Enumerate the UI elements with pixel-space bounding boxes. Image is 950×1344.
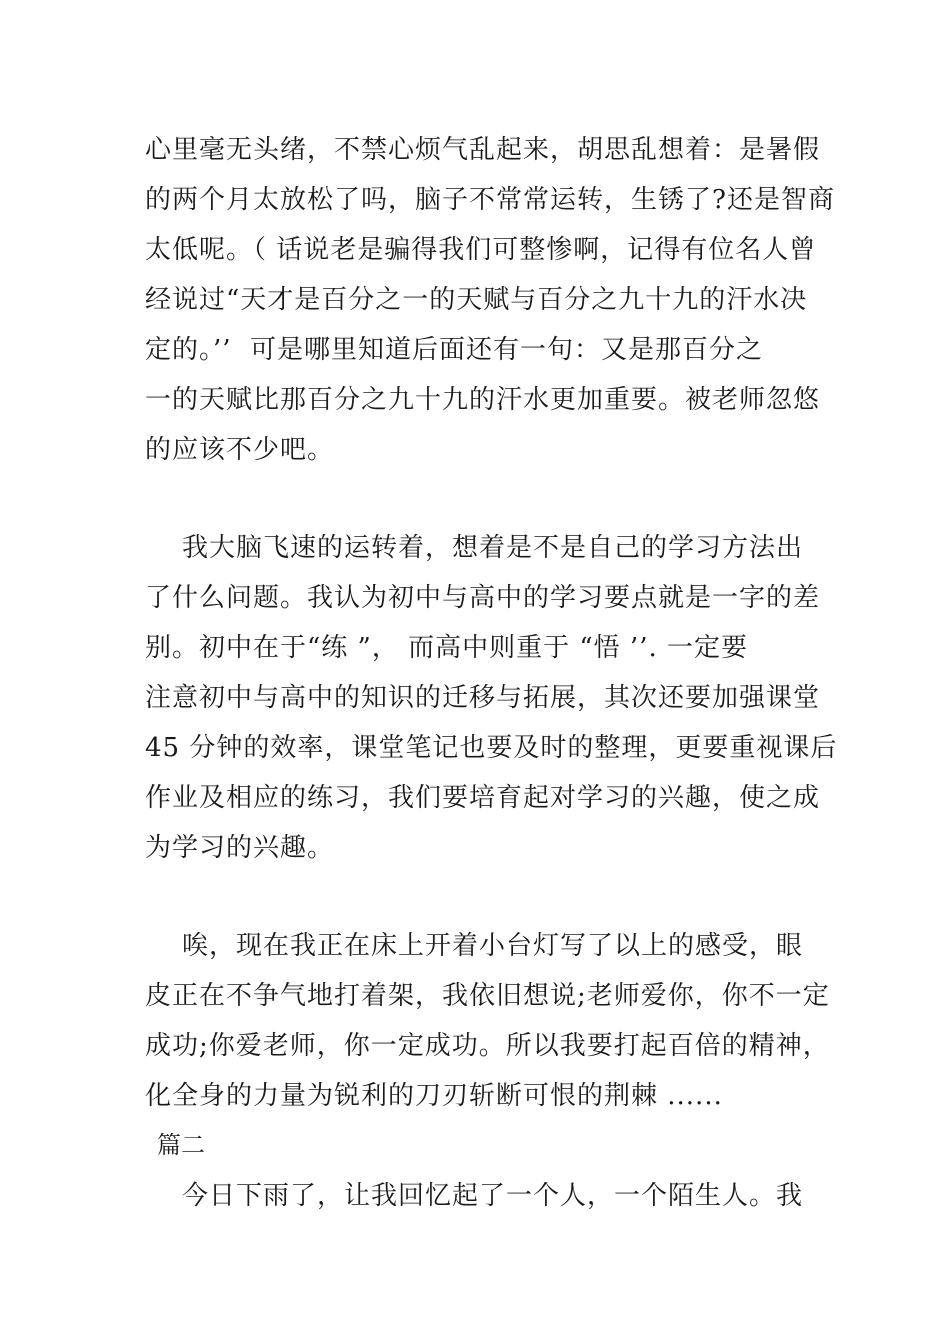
- text-line: 别。初中在于“练 ”， 而高中则重于 “悟 ’’. 一定要: [145, 633, 748, 663]
- text-line: 注意初中与高中的知识的迁移与拓展，其次还要加强课堂: [145, 683, 821, 713]
- text-line: 作业及相应的练习，我们要培育起对学习的兴趣，使之成: [145, 783, 821, 813]
- text-line: 成功;你爱老师，你一定成功。所以我要打起百倍的精神，: [145, 1031, 830, 1061]
- section-heading: 篇二: [157, 1131, 205, 1159]
- text-line: 太低呢。（ 话说老是骗得我们可整惨啊，记得有位名人曾: [145, 235, 817, 265]
- text-line: 的两个月太放松了吗，脑子不常常运转，生锈了?还是智商: [145, 185, 835, 215]
- text-line: 定的。’’ 可是哪里知道后面还有一句：又是那百分之: [145, 335, 764, 365]
- text-line: 今日下雨了，让我回忆起了一个人，一个陌生人。我: [145, 1181, 804, 1211]
- text-line: 我大脑飞速的运转着，想着是不是自己的学习方法出: [145, 533, 804, 563]
- text-line: 了什么问题。我认为初中与高中的学习要点就是一字的差: [145, 583, 821, 613]
- text-line: 一的天赋比那百分之九十九的汗水更加重要。被老师忽悠: [145, 385, 821, 415]
- text-line: 心里毫无头绪，不禁心烦气乱起来，胡思乱想着：是暑假: [145, 135, 821, 165]
- text-line: 皮正在不争气地打着架，我依旧想说;老师爱你，你不一定: [145, 981, 830, 1011]
- text-line: 唉，现在我正在床上开着小台灯写了以上的感受，眼: [145, 931, 804, 961]
- text-line: 为学习的兴趣。: [145, 833, 335, 863]
- text-line: 45 分钟的效率，课堂笔记也要及时的整理，更要重视课后: [145, 733, 838, 763]
- text-line: 化全身的力量为锐利的刀刃斩断可恨的荆棘 ......: [145, 1081, 723, 1111]
- text-line: 的应该不少吧。: [145, 435, 335, 465]
- text-line: 经说过“天才是百分之一的天赋与百分之九十九的汗水决: [145, 285, 808, 315]
